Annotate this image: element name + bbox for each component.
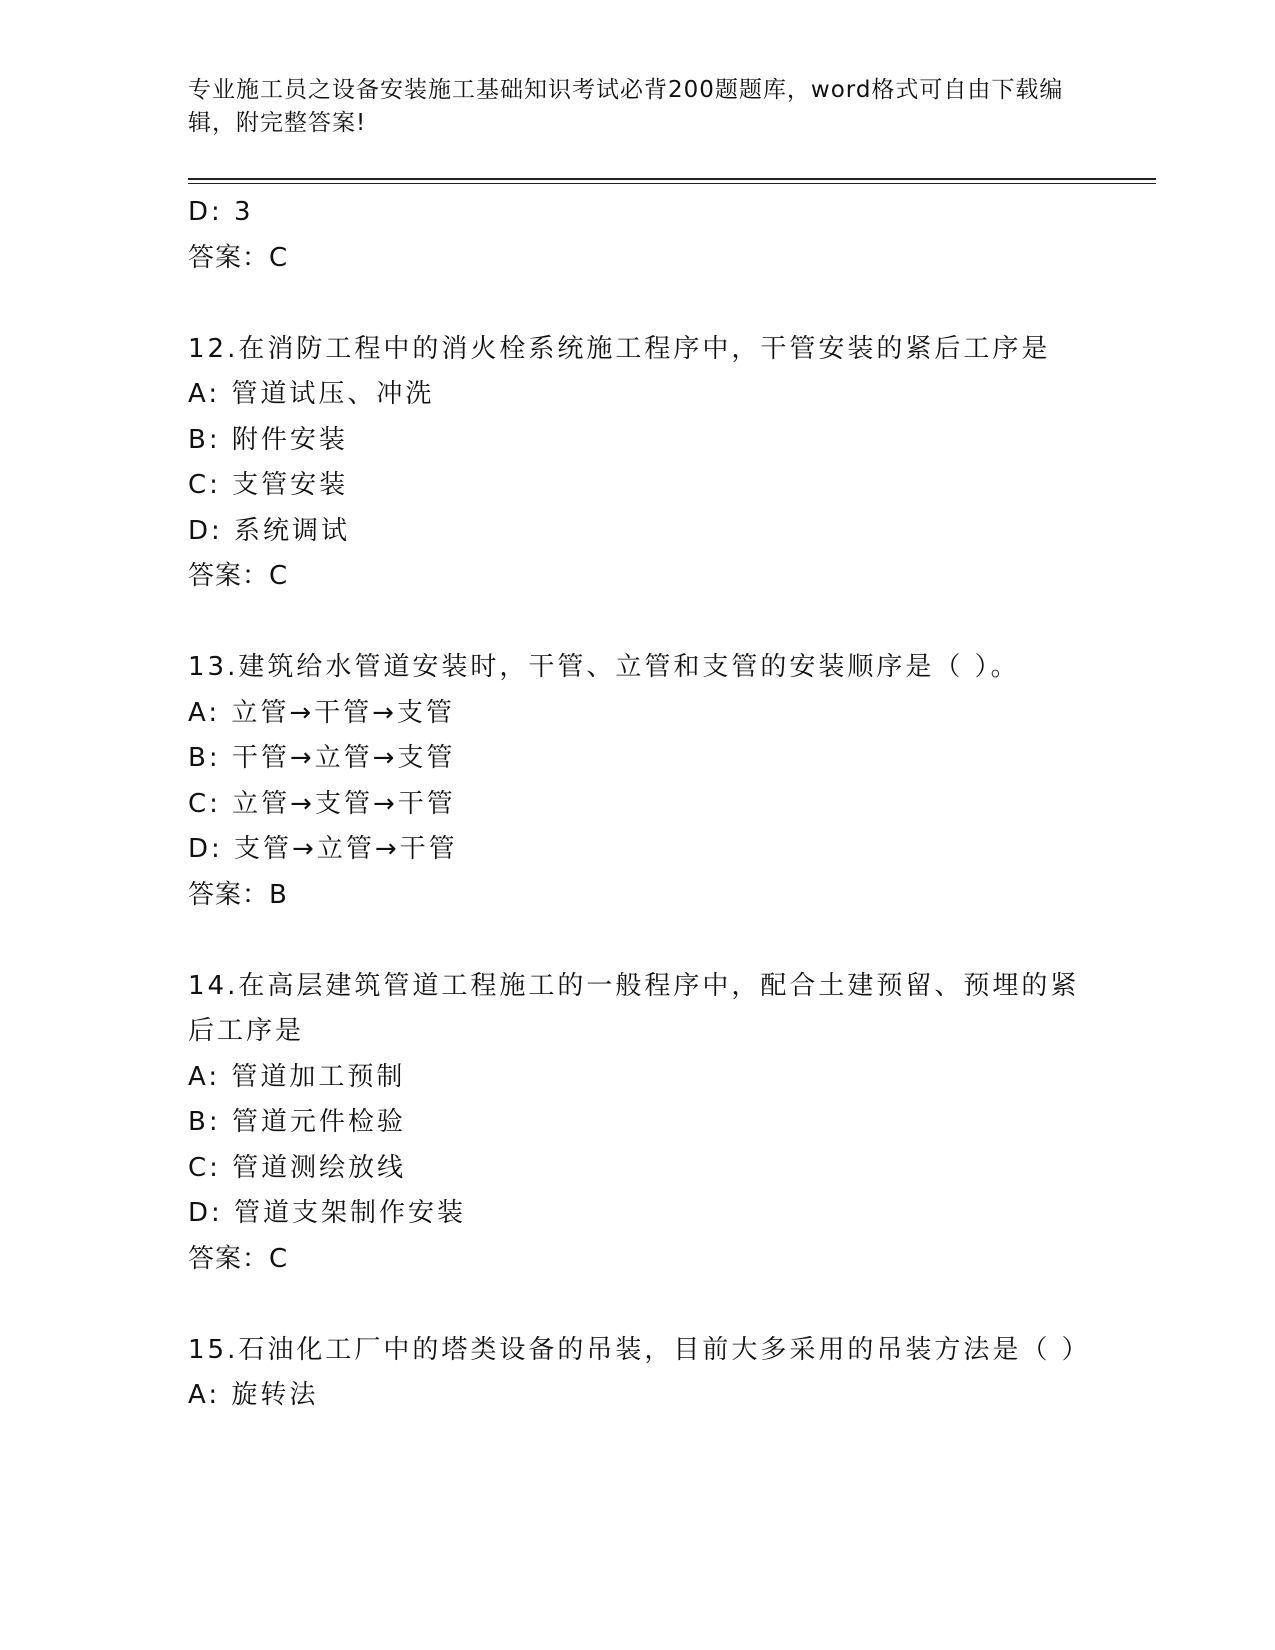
question-item xyxy=(188,964,1088,1283)
question-title: 15.石油化工厂中的塔类设备的吊装，目前大多采用的吊装方法是（ ） xyxy=(188,1334,1091,1365)
spacer xyxy=(188,1282,1088,1328)
option-a: A: 管道加工预制 xyxy=(188,1061,406,1092)
header-divider-thin xyxy=(188,183,1156,184)
previous-option-d: D: 3 xyxy=(188,197,254,227)
previous-answer: 答案：C xyxy=(188,242,289,273)
document-title: 专业施工员之设备安装施工基础知识考试必背200题题库，word格式可自由下载编辑，附完整答案! xyxy=(188,77,1064,136)
option-d: D: 管道支架制作安装 xyxy=(188,1198,467,1228)
option-d: D: 支管→立管→干管 xyxy=(188,834,458,864)
option-b: B: 管道元件检验 xyxy=(188,1107,406,1137)
spacer xyxy=(188,600,1088,646)
answer: 答案：C xyxy=(188,561,289,591)
option-c: C: 支管安装 xyxy=(188,470,349,500)
answer: 答案：C xyxy=(188,1243,289,1274)
spacer xyxy=(188,918,1088,964)
option-a: A: 旋转法 xyxy=(188,1380,319,1410)
answer: 答案：B xyxy=(188,879,288,910)
option-d: D: 系统调试 xyxy=(188,515,351,546)
question-item xyxy=(188,327,1088,600)
question-item xyxy=(188,645,1088,918)
option-b: B: 干管→立管→支管 xyxy=(188,743,456,773)
option-c: C: 立管→支管→干管 xyxy=(188,788,456,819)
header-divider-thick xyxy=(188,178,1156,180)
question-list xyxy=(188,190,1091,1419)
option-b: B: 附件安装 xyxy=(188,424,348,455)
option-a: A: 立管→干管→支管 xyxy=(188,697,455,728)
document-header xyxy=(188,74,1088,140)
question-title: 12.在消防工程中的消火栓系统施工程序中，干管安装的紧后工序是 xyxy=(188,333,1051,364)
option-a: A: 管道试压、冲洗 xyxy=(188,379,435,409)
spacer xyxy=(188,281,1088,327)
question-title: 14.在高层建筑管道工程施工的一般程序中，配合土建预留、预埋的紧后工序是 xyxy=(188,970,1080,1046)
option-c: C: 管道测绘放线 xyxy=(188,1152,407,1183)
question-title: 13.建筑给水管道安装时，干管、立管和支管的安装顺序是（ ）。 xyxy=(188,652,1020,682)
question-item xyxy=(188,1328,1091,1419)
